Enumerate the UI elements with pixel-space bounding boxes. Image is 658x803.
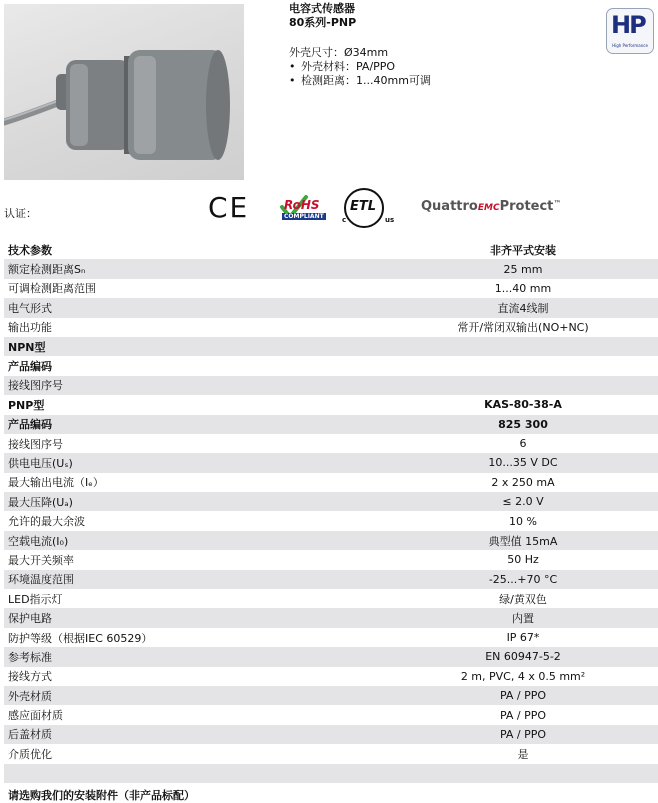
spec-value: 绿/黄双色	[499, 592, 547, 606]
spec-material-item	[289, 60, 431, 74]
spec-value: 2 m, PVC, 4 x 0.5 mm²	[460, 669, 586, 683]
spec-value: 内置	[388, 608, 658, 627]
accessories-note: 请选购我们的安装附件（非产品标配）	[8, 789, 195, 802]
spec-value: PA / PPO	[499, 708, 547, 722]
table-row	[4, 415, 658, 434]
table-row	[4, 725, 658, 744]
spec-distance-item	[289, 74, 431, 88]
spec-label: 最大压降(Uₐ)	[4, 492, 388, 511]
table-row	[4, 744, 658, 763]
spec-value: -25...+70 °C	[388, 570, 658, 589]
table-row	[4, 453, 658, 472]
spec-label: 外壳材质	[4, 686, 388, 705]
hp-logo-subtitle: High Performance	[612, 43, 648, 48]
table-row	[4, 628, 658, 647]
spec-label: 产品编码	[8, 360, 52, 374]
table-row	[4, 667, 658, 686]
spec-material: 外壳材料：PA/PPO	[301, 60, 396, 73]
spec-label: 额定检测距离Sₙ	[4, 259, 388, 278]
spec-size: 外壳尺寸：Ø34mm	[289, 46, 389, 59]
product-photo	[4, 4, 244, 180]
table-row	[4, 686, 658, 705]
bullet-icon: •	[289, 60, 296, 73]
spec-label: 技术参数	[8, 243, 52, 257]
quattro-emc-protect-mark	[421, 199, 561, 214]
table-row	[4, 376, 658, 395]
spec-label: 接线方式	[8, 670, 52, 684]
spec-label	[4, 764, 388, 783]
spec-label: 供电电压(Uₛ)	[4, 453, 388, 472]
etl-mark-icon	[341, 186, 397, 232]
spec-label: 允许的最大余波	[8, 515, 85, 529]
product-header	[289, 2, 431, 88]
protect-text: Protect	[499, 199, 554, 214]
table-row	[4, 492, 658, 511]
ce-mark-icon	[208, 191, 250, 224]
spec-value: 非齐平式安装	[490, 243, 556, 257]
table-row	[4, 531, 658, 550]
spec-label: 电气形式	[4, 298, 388, 317]
spec-label: 环境温度范围	[4, 570, 388, 589]
spec-value	[388, 764, 658, 783]
spec-distance: 检测距离：1...40mm可调	[301, 74, 431, 87]
spec-value: 常开/常闭双输出(NO+NC)	[457, 321, 589, 335]
table-row	[4, 279, 658, 298]
spec-value: 50 Hz	[507, 553, 539, 567]
spec-value: KAS-80-38-A	[484, 398, 562, 412]
table-row	[4, 764, 658, 783]
certification-label: 认证：	[4, 207, 37, 220]
spec-value: 是	[517, 747, 529, 761]
spec-value	[388, 337, 658, 356]
spec-table	[4, 240, 658, 783]
table-row	[4, 608, 658, 627]
table-row	[4, 473, 658, 492]
table-row	[4, 570, 658, 589]
spec-value: 直流4线制	[388, 298, 658, 317]
rohs-mark-icon	[276, 193, 332, 225]
spec-value: ≤ 2.0 V	[388, 492, 658, 511]
table-row	[4, 259, 658, 278]
spec-label: 空载电流(I₀)	[4, 531, 388, 550]
spec-label: 可调检测距离范围	[8, 282, 96, 296]
etl-us-text: us	[385, 216, 395, 224]
spec-value: 典型值 15mA	[388, 531, 658, 550]
table-row	[4, 240, 658, 259]
spec-label: NPN型	[4, 337, 388, 356]
spec-value: 1...40 mm	[494, 281, 552, 295]
spec-value: 10 %	[509, 514, 537, 528]
spec-label: 保护电路	[4, 608, 388, 627]
spec-label: 介质优化	[8, 747, 52, 761]
etl-c-text: c	[342, 216, 347, 224]
bullet-icon: •	[289, 74, 296, 87]
spec-label: 参考标准	[4, 647, 388, 666]
spec-value: 25 mm	[388, 259, 658, 278]
table-row	[4, 434, 658, 453]
spec-label: 最大开关频率	[8, 553, 74, 567]
product-series: 80系列-PNP	[289, 16, 357, 29]
etl-text: ETL	[350, 199, 377, 214]
spec-value: 10...35 V DC	[388, 453, 658, 472]
rohs-text: RoHS	[284, 198, 320, 212]
spec-label: 输出功能	[8, 321, 52, 335]
trademark-text: ™	[553, 199, 562, 208]
table-row	[4, 550, 658, 569]
spec-label: 产品编码	[4, 415, 388, 434]
spec-label: 感应面材质	[8, 709, 63, 723]
spec-value: PA / PPO	[388, 725, 658, 744]
spec-value: PA / PPO	[388, 686, 658, 705]
table-row	[4, 705, 658, 724]
table-row	[4, 356, 658, 375]
ce-mark-text: CE	[208, 191, 250, 224]
spec-label: 接线图序号	[8, 437, 63, 451]
spec-value	[388, 376, 658, 395]
hp-logo	[606, 8, 654, 54]
spec-value	[388, 356, 658, 375]
quattro-text: Quattro	[421, 199, 478, 214]
spec-value: 6	[519, 437, 527, 451]
table-row	[4, 298, 658, 317]
table-row	[4, 647, 658, 666]
spec-value: EN 60947-5-2	[388, 647, 658, 666]
spec-table-body	[4, 240, 658, 783]
spec-value: 2 x 250 mA	[491, 475, 555, 489]
product-title: 电容式传感器	[289, 2, 355, 15]
spec-label: LED指示灯	[8, 592, 63, 606]
table-row	[4, 589, 658, 608]
table-row	[4, 318, 658, 337]
rohs-compliant-text: COMPLIANT	[284, 213, 324, 220]
spec-label: 后盖材质	[4, 725, 388, 744]
hp-logo-letters: HP	[611, 11, 645, 39]
spec-label: 防护等级（根据IEC 60529）	[8, 631, 153, 645]
spec-label: 接线图序号	[4, 376, 388, 395]
emc-text: EMC	[477, 203, 500, 213]
spec-value: 825 300	[388, 415, 658, 434]
product-specs	[289, 46, 431, 88]
spec-label: 最大输出电流（Iₑ）	[8, 476, 104, 490]
table-row	[4, 337, 658, 356]
spec-value: IP 67*	[506, 631, 540, 644]
sensor-illustration	[4, 4, 244, 180]
spec-label: PNP型	[8, 398, 45, 412]
table-row	[4, 511, 658, 530]
table-row	[4, 395, 658, 414]
